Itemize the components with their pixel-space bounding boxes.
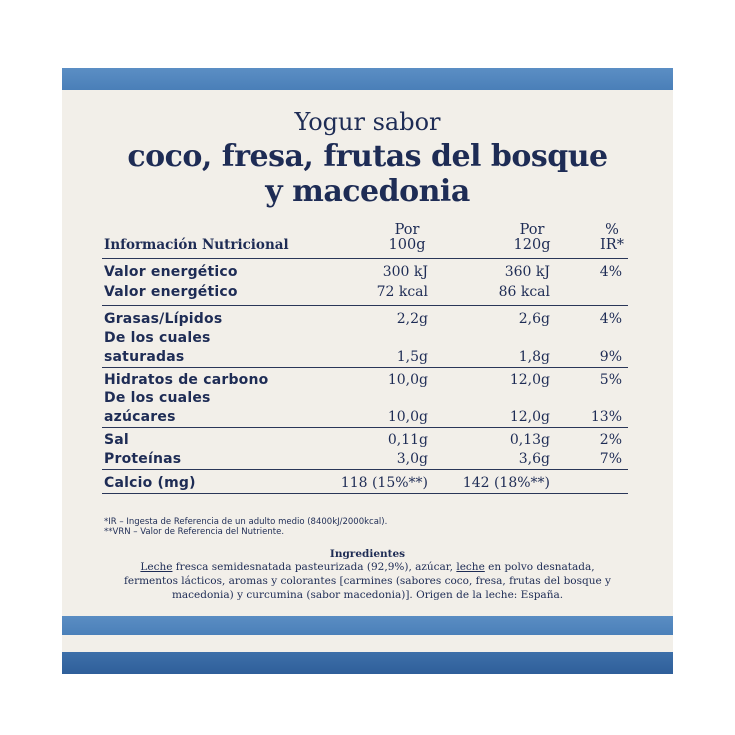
table-rule: [102, 258, 628, 259]
row-value-ir: 7%: [599, 451, 622, 467]
row-value-100g: 300 kJ: [382, 264, 428, 280]
row-label-carbohydrates: Hidratos de carbono: [104, 372, 269, 388]
row-label-fats: Grasas/Lípidos: [104, 311, 223, 327]
row-value-100g: 0,11g: [387, 432, 428, 448]
row-label-of-which: De los cuales: [104, 330, 211, 346]
ingredients-title: Ingredientes: [329, 548, 406, 560]
column-header-120g-bottom: 120g: [513, 237, 551, 253]
table-rule: [102, 469, 628, 470]
row-value-100g: 10,0g: [387, 409, 428, 425]
column-header-100g-bottom: 100g: [388, 237, 426, 253]
column-header-120g-top: Por: [519, 222, 545, 238]
row-value-120g: 142 (18%**): [462, 475, 550, 491]
ingredients-line3: macedonia) y curcumina (sabor macedonia)]. Origen de la leche: España.: [171, 589, 564, 601]
row-value-ir: 13%: [590, 409, 622, 425]
row-value-120g: 86 kcal: [498, 284, 550, 300]
ingredient-leche: Leche: [140, 561, 173, 573]
row-value-120g: 0,13g: [509, 432, 550, 448]
row-value-100g: 3,0g: [396, 451, 428, 467]
row-value-100g: 118 (15%**): [340, 475, 428, 491]
ingredients-text-part: fresca semidesnatada pasteurizada (92,9%), azúcar,: [172, 561, 457, 573]
row-label-energy-kcal: Valor energético: [104, 284, 238, 300]
table-rule: [102, 305, 628, 306]
row-value-120g: 3,6g: [518, 451, 550, 467]
row-value-120g: 360 kJ: [504, 264, 550, 280]
product-title-line3: y macedonia: [265, 174, 470, 209]
table-header-label: Información Nutricional: [104, 237, 289, 253]
column-header-100g-top: Por: [394, 222, 420, 238]
table-rule: [102, 493, 628, 494]
middle-stripe: [62, 616, 673, 635]
ingredients-text: [102, 560, 633, 602]
ingredients-text-part: en polvo desnatada,: [484, 561, 595, 573]
row-value-ir: 9%: [599, 349, 622, 365]
column-header-ir-top: %: [605, 222, 619, 238]
row-value-120g: 1,8g: [518, 349, 550, 365]
row-value-120g: 2,6g: [518, 311, 550, 327]
row-value-ir: 2%: [599, 432, 622, 448]
column-header-ir: [587, 223, 637, 253]
top-stripe: [62, 68, 673, 90]
row-label-calcium: Calcio (mg): [104, 475, 196, 491]
row-label-energy-kj: Valor energético: [104, 264, 238, 280]
row-value-ir: 4%: [599, 264, 622, 280]
bottom-stripe: [62, 652, 673, 674]
table-rule: [102, 427, 628, 428]
ingredients-line2: fermentos lácticos, aromas y colorantes [carmines (sabores coco, fresa, frutas del bosque y: [123, 575, 611, 587]
ingredient-leche: leche: [456, 561, 485, 573]
row-value-100g: 72 kcal: [376, 284, 428, 300]
column-header-ir-bottom: IR*: [600, 237, 624, 253]
row-value-100g: 2,2g: [396, 311, 428, 327]
row-label-salt: Sal: [104, 432, 129, 448]
row-label-saturated: saturadas: [104, 349, 185, 365]
footnote-ir: *IR – Ingesta de Referencia de un adulto medio (8400kJ/2000kcal).: [104, 517, 388, 527]
column-header-100g: [367, 223, 447, 253]
footnote-vrn: **VRN – Valor de Referencia del Nutriente.: [104, 527, 285, 537]
row-value-ir: 4%: [599, 311, 622, 327]
nutrition-label-panel: [62, 68, 673, 674]
product-title-line2: coco, fresa, frutas del bosque: [127, 139, 608, 174]
product-title-line1: Yogur sabor: [294, 108, 441, 136]
ingredients-line1: [102, 560, 633, 574]
column-header-120g: [492, 223, 572, 253]
row-value-120g: 12,0g: [509, 372, 550, 388]
row-label-of-which: De los cuales: [104, 390, 211, 406]
row-value-100g: 1,5g: [396, 349, 428, 365]
table-rule: [102, 367, 628, 368]
row-label-sugars: azúcares: [104, 409, 176, 425]
row-value-100g: 10,0g: [387, 372, 428, 388]
row-label-proteins: Proteínas: [104, 451, 182, 467]
row-value-ir: 5%: [599, 372, 622, 388]
row-value-120g: 12,0g: [509, 409, 550, 425]
